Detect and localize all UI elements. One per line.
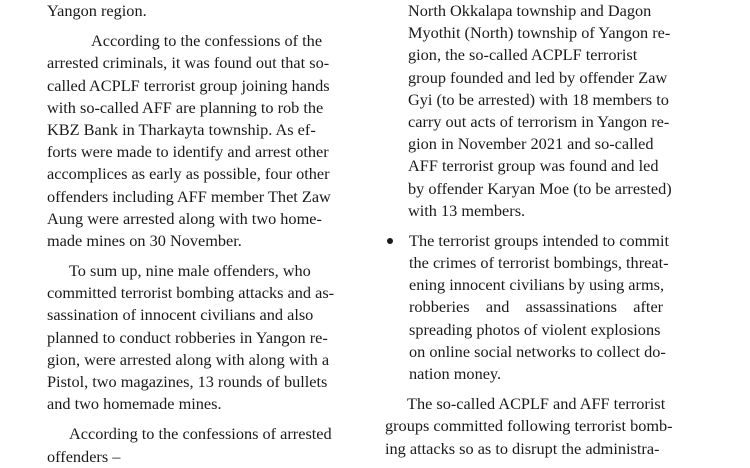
text-line: nation money. xyxy=(409,364,502,383)
paragraph-gap xyxy=(47,415,361,423)
text-line: gion in November 2021 and so-called xyxy=(408,134,654,154)
text-line: and two homemade mines. xyxy=(47,394,222,414)
text-line: groups committed following terrorist bomb- xyxy=(385,416,673,436)
text-line: The terrorist groups intended to commit xyxy=(409,230,669,250)
text-line: According to the confessions of arrested xyxy=(69,424,332,444)
text-line: Yangon region. xyxy=(47,1,147,20)
text-line: Gyi (to be arrested) with 18 members to xyxy=(408,89,669,109)
text-line: The so-called ACPLF and AFF terrorist xyxy=(407,394,666,414)
text-line: KBZ Bank in Tharkayta township. As ef- xyxy=(47,119,316,139)
paragraph-confessions-list xyxy=(47,423,361,467)
text-line: offenders – xyxy=(47,446,121,466)
paragraph-gap xyxy=(385,222,700,230)
paragraph-groups xyxy=(385,0,700,222)
bullet-item xyxy=(385,230,700,385)
text-line: carry out acts of terrorism in Yangon re- xyxy=(408,111,670,131)
text-line: with 13 members. xyxy=(408,200,526,220)
text-line: spreading photos of violent explosions xyxy=(409,319,661,339)
text-line: gion, the so-called ACPLF terrorist xyxy=(408,45,638,65)
text-line: the crimes of terrorist bombings, threat- xyxy=(409,253,669,273)
text-line: made mines on 30 November. xyxy=(47,230,242,250)
paragraph-intro-end xyxy=(47,0,361,22)
text-line: planned to conduct robberies in Yangon re- xyxy=(47,327,328,347)
text-line: ing attacks so as to disrupt the administra- xyxy=(385,438,660,458)
paragraph-confessions xyxy=(47,30,361,252)
text-line: offenders including AFF member Thet Zaw xyxy=(47,186,331,206)
paragraph-gap xyxy=(47,22,361,30)
text-line: committed terrorist bombing attacks and as- xyxy=(47,283,335,303)
left-column xyxy=(47,0,361,468)
text-line: forts were made to identify and arrest other xyxy=(47,142,329,162)
text-line: gion, were arrested along with along with a xyxy=(47,349,330,369)
text-line: To sum up, nine male offenders, who xyxy=(69,261,311,281)
text-line: sassination of innocent civilians and also xyxy=(47,305,314,325)
text-line: Myothit (North) township of Yangon re- xyxy=(408,23,671,43)
paragraph-gap xyxy=(47,252,361,260)
text-line: arrested criminals, it was found out that so- xyxy=(47,53,330,73)
bullet-icon xyxy=(387,238,393,244)
text-line: Aung were arrested along with two home- xyxy=(47,208,322,228)
text-line: ening innocent civilians by using arms, xyxy=(409,275,665,295)
text-line: According to the confessions of the xyxy=(91,31,323,51)
text-line: group founded and led by offender Zaw xyxy=(408,67,668,87)
text-line: by offender Karyan Moe (to be arrested) xyxy=(408,178,672,198)
text-line: robberies and assassinations after xyxy=(409,297,664,317)
paragraph-summary xyxy=(47,260,361,415)
paragraph-gap xyxy=(385,385,700,393)
text-line: North Okkalapa township and Dagon xyxy=(408,1,652,20)
text-line: called ACPLF terrorist group joining hands xyxy=(47,75,330,95)
text-line: AFF terrorist group was found and led xyxy=(408,156,659,176)
text-line: Pistol, two magazines, 13 rounds of bullets xyxy=(47,372,328,391)
text-line: with so-called AFF are planning to rob the xyxy=(47,97,324,117)
text-line: on online social networks to collect do- xyxy=(409,341,666,361)
right-column xyxy=(385,0,700,460)
paragraph-attacks xyxy=(385,393,700,460)
text-line: accomplices as early as possible, four other xyxy=(47,164,330,184)
